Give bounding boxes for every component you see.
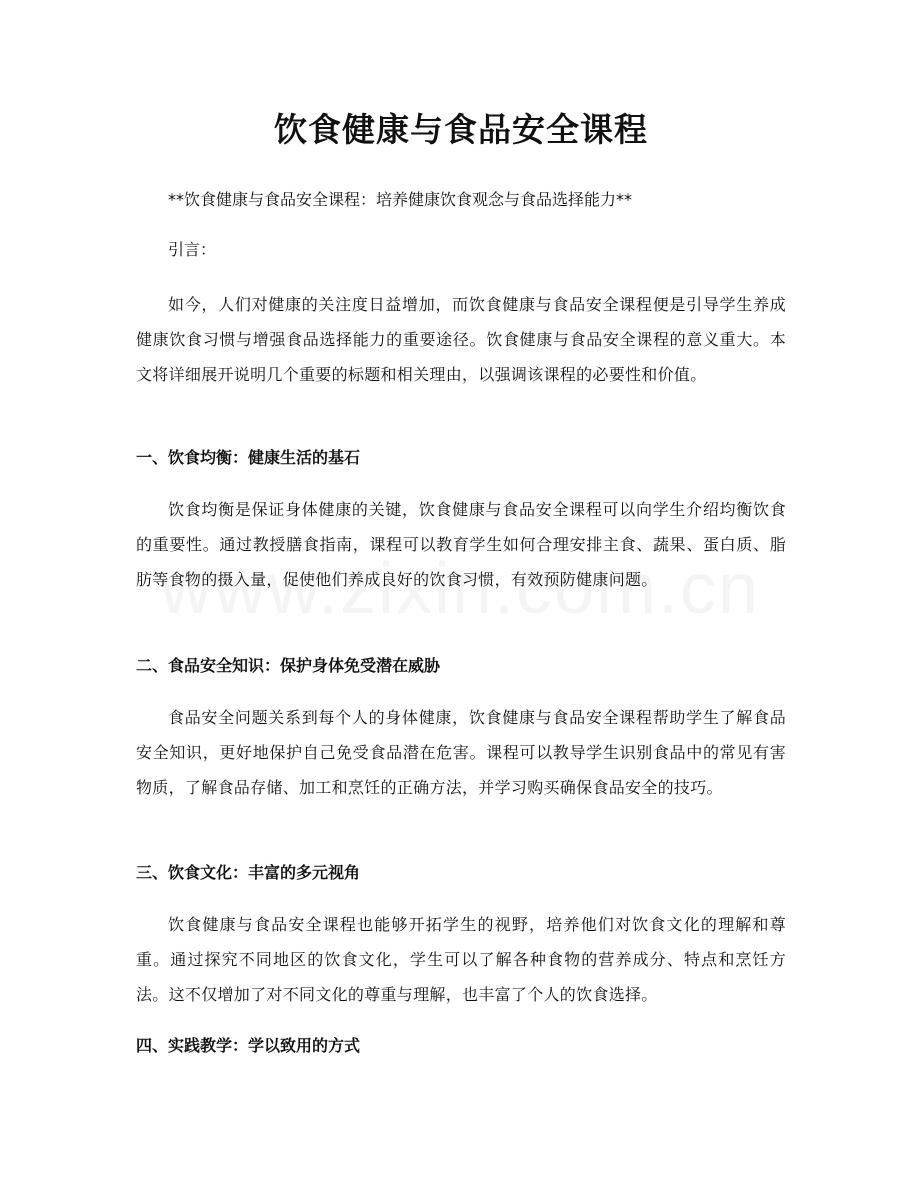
- section-heading-3: 三、饮食文化：丰富的多元视角: [136, 863, 361, 882]
- section-paragraph-3: 饮食健康与食品安全课程也能够开拓学生的视野，培养他们对饮食文化的理解和尊重。通过探究不同地区的饮食文化，学生可以了解各种食物的营养成分、特点和烹饪方法。这不仅增加了对不同文化的尊重与理解，也丰富了个人的饮食选择。: [136, 915, 786, 1004]
- section-heading-1: 一、饮食均衡：健康生活的基石: [136, 448, 361, 467]
- section-heading-2: 二、食品安全知识：保护身体免受潜在威胁: [136, 656, 441, 675]
- section-paragraph-2: 食品安全问题关系到每个人的身体健康，饮食健康与食品安全课程帮助学生了解食品安全知识，更好地保护自己免受食品潜在危害。课程可以教导学生识别食品中的常见有害物质，了解食品存储、加工和烹饪的正确方法，并学习购买确保食品安全的技巧。: [136, 708, 786, 797]
- intro-paragraph: 如今，人们对健康的关注度日益增加，而饮食健康与食品安全课程便是引导学生养成健康饮食习惯与增强食品选择能力的重要途径。饮食健康与食品安全课程的意义重大。本文将详细展开说明几个重要的标题和相关理由，以强调该课程的必要性和价值。: [136, 295, 786, 384]
- section-paragraph-1: 饮食均衡是保证身体健康的关键，饮食健康与食品安全课程可以向学生介绍均衡饮食的重要性。通过教授膳食指南，课程可以教育学生如何合理安排主食、蔬果、蛋白质、脂肪等食物的摄入量，促使他们养成良好的饮食习惯，有效预防健康问题。: [136, 500, 786, 589]
- section-heading-4: 四、实践教学：学以致用的方式: [136, 1036, 361, 1055]
- intro-label: 引言：: [168, 240, 217, 259]
- document-title: 饮食健康与食品安全课程: [274, 110, 648, 149]
- document-subtitle: **饮食健康与食品安全课程：培养健康饮食观念与食品选择能力**: [168, 190, 633, 209]
